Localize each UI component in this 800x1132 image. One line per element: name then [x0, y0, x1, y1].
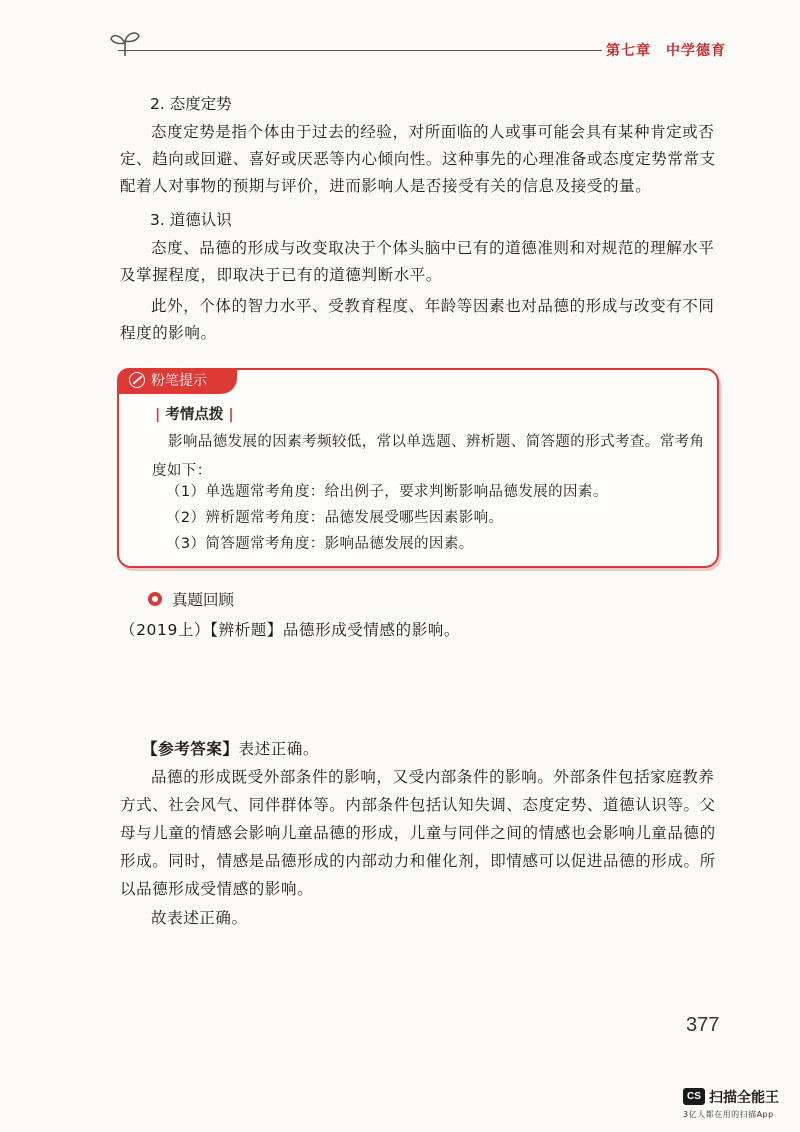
answer-explanation: 品德的形成既受外部条件的影响，又受内部条件的影响。外部条件包括家庭教养方式、社会风气、同伴群体等。内部条件包括认知失调、态度定势、道德认识等。父母与儿童的情感会影响儿童品德的形成，儿童与同伴之间的情感也会影响儿童品德的形成。同时，情感是品德形成的内部动力和催化剂，即情感可以促进品德的形成。所以品德形成受情感的影响。 — [120, 768, 716, 898]
answer-verdict: 表述正确。 — [238, 740, 320, 758]
exam-title: 真题回顾 — [172, 591, 235, 609]
tip-subtitle-text: 考情点拨 — [165, 407, 224, 423]
tip-subtitle: | 考情点拨 | — [155, 407, 234, 423]
moral-paragraph: 态度、品德的形成与改变取决于个体头脑中已有的道德准则和对规范的理解水平及掌握程度，即取决于已有的道德判断水平。 — [120, 239, 715, 284]
header-rule — [118, 50, 602, 51]
answer-label: 【参考答案】 — [142, 740, 239, 758]
answer-line — [120, 736, 720, 763]
tip-tab-label: 粉笔提示 — [151, 373, 207, 389]
tip-item-3: （3）简答题常考角度：影响品德发展的因素。 — [166, 536, 474, 552]
chapter-title: 第七章 中学德育 — [606, 43, 726, 59]
tip-item-2: （2）辨析题常考角度：品德发展受哪些因素影响。 — [166, 510, 504, 526]
exam-question: （2019上）【辨析题】品德形成受情感的影响。 — [120, 621, 460, 639]
tip-intro: 影响品德发展的因素考频较低，常以单选题、辨析题、简答题的形式考查。常考角度如下： — [152, 434, 705, 479]
moral-heading: 3. 道德认识 — [150, 211, 232, 229]
attitude-paragraph: 态度定势是指个体由于过去的经验，对所面临的人或事可能会具有某种肯定或否定、趋向或回避、喜好或厌恶等内心倾向性。这种事先的心理准备或态度定势常常支配着人对事物的预期与评价，进而影响人是否接受有关的信息及接受的量。 — [120, 123, 716, 195]
other-factors-paragraph: 此外，个体的智力水平、受教育程度、年龄等因素也对品德的形成与改变有不同程度的影响。 — [120, 297, 715, 342]
watermark-name: 扫描全能王 — [709, 1090, 779, 1106]
camscanner-logo: CS — [683, 1088, 705, 1105]
attitude-heading: 2. 态度定势 — [150, 95, 232, 113]
pencil-icon — [129, 372, 145, 388]
tip-item-1: （1）单选题常考角度：给出例子，要求判断影响品德发展的因素。 — [166, 484, 608, 500]
page-number: 377 — [686, 1014, 720, 1036]
target-icon — [148, 592, 162, 606]
answer-conclusion: 故表述正确。 — [151, 909, 248, 927]
sprout-icon — [108, 28, 142, 58]
watermark-tagline: 3亿人都在用的扫描App — [683, 1110, 774, 1119]
tip-tab — [117, 368, 237, 394]
